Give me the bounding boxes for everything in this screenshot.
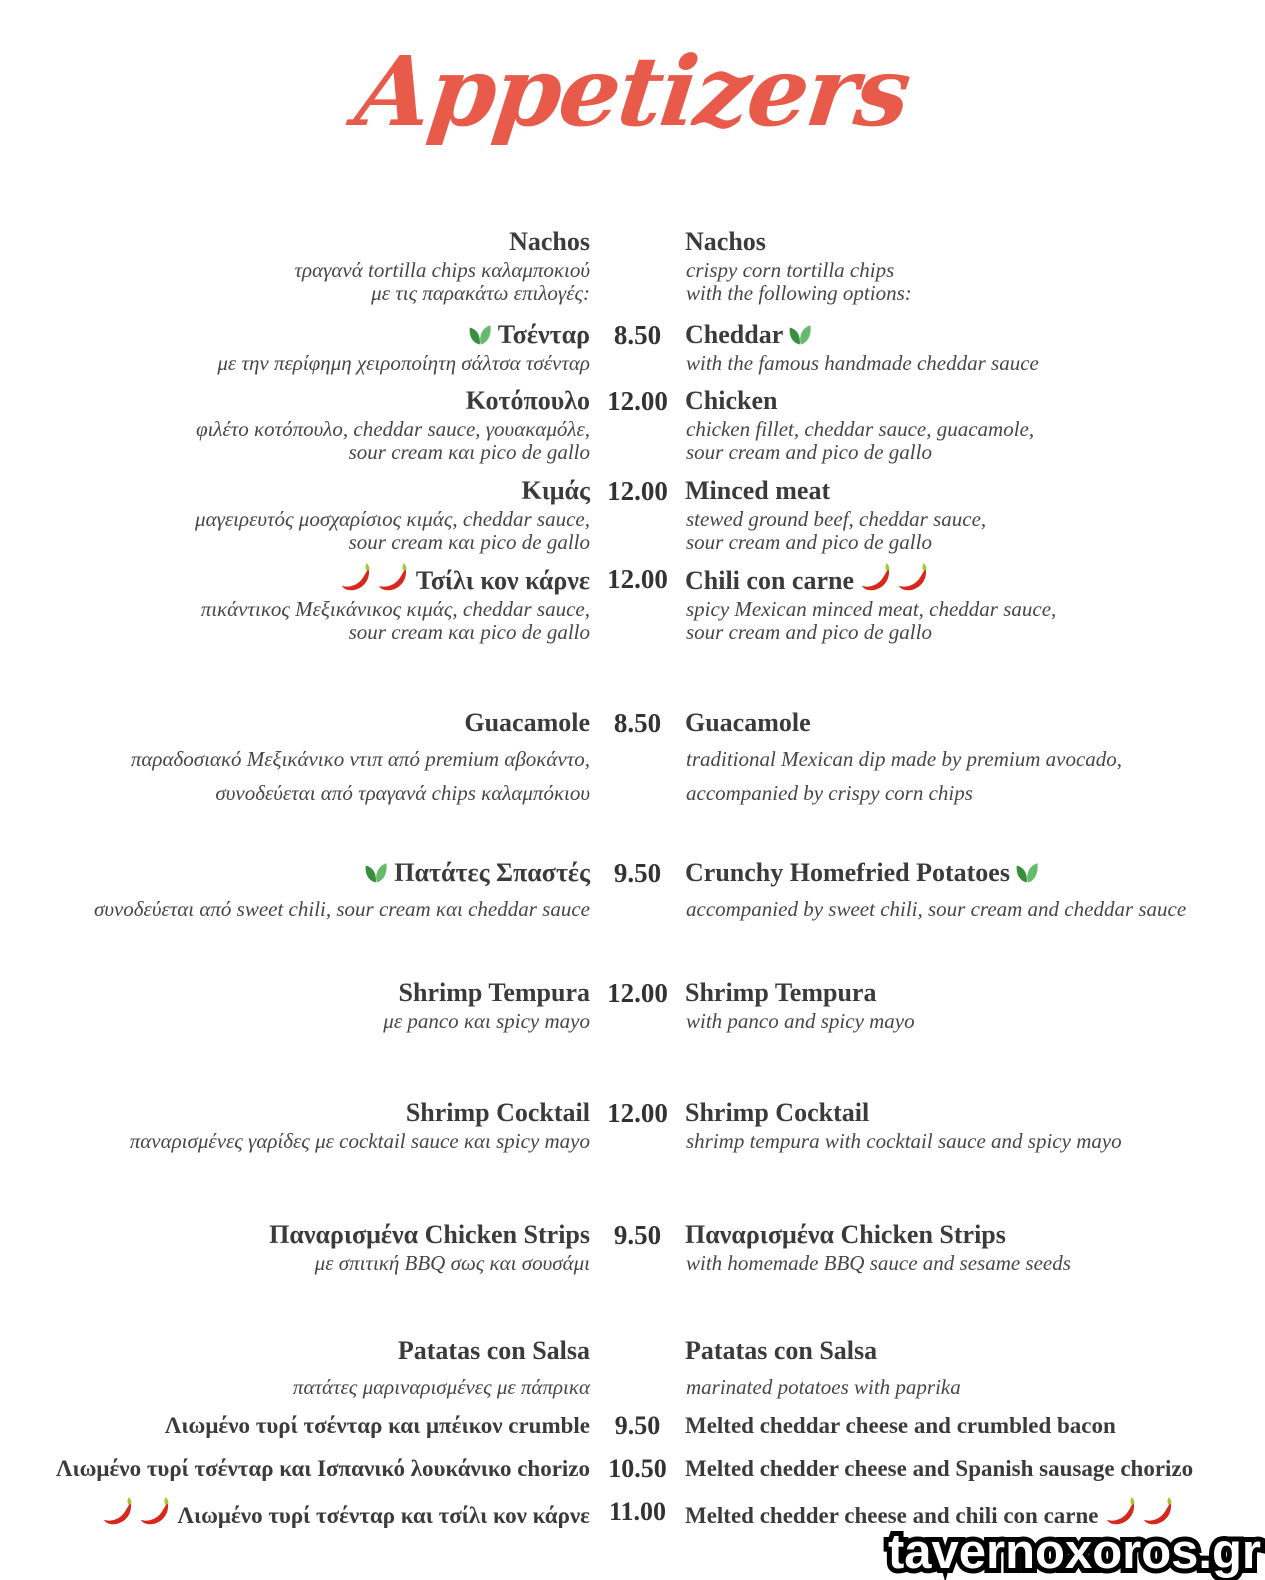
dish-desc-english: sour cream and pico de gallo bbox=[686, 530, 932, 554]
english-column-cell bbox=[685, 384, 1265, 464]
dish-name-greek: Shrimp Cocktail bbox=[405, 1098, 590, 1127]
dish-desc-greek: πικάντικος Μεξικάνικος κιμάς, cheddar sauce, bbox=[200, 597, 590, 621]
dish-name-greek: Κιμάς bbox=[521, 476, 590, 505]
english-column-cell bbox=[685, 1334, 1265, 1402]
greek-column-cell bbox=[0, 856, 590, 924]
dish-desc-greek: παραδοσιακό Μεξικάνικο ντιπ από premium αβοκάντο, bbox=[130, 747, 590, 771]
dish-price: 9.50 bbox=[614, 1411, 661, 1440]
dish-name-english: Chicken bbox=[685, 386, 778, 415]
dish-price: 12.00 bbox=[607, 564, 668, 594]
dish-price bbox=[590, 225, 685, 305]
greek-column-cell bbox=[0, 1410, 590, 1442]
english-column-cell bbox=[685, 856, 1265, 924]
greek-column-cell bbox=[0, 318, 590, 375]
dish-desc-greek: sour cream και pico de gallo bbox=[348, 440, 590, 464]
menu-row bbox=[0, 1334, 1265, 1402]
leaf-icon bbox=[787, 323, 814, 351]
greek-column-cell bbox=[0, 706, 590, 808]
dish-name-greek: Shrimp Tempura bbox=[398, 978, 590, 1007]
menu-row bbox=[0, 562, 1265, 644]
dish-price: 12.00 bbox=[607, 1098, 668, 1128]
english-column-cell bbox=[685, 562, 1265, 644]
dish-desc-english: with the famous handmade cheddar sauce bbox=[686, 351, 1039, 375]
menu-row bbox=[0, 318, 1265, 375]
dish-desc-greek: παναρισμένες γαρίδες με cocktail sauce και spicy mayo bbox=[129, 1129, 590, 1153]
dish-name-greek: Guacamole bbox=[464, 708, 590, 737]
dish-name-greek: Κοτόπουλο bbox=[465, 386, 590, 415]
menu-row bbox=[0, 706, 1265, 808]
dish-desc-english: traditional Mexican dip made by premium avocado, bbox=[686, 747, 1123, 771]
dish-price: 9.50 bbox=[613, 1220, 662, 1250]
dish-desc-english: chicken fillet, cheddar sauce, guacamole, bbox=[686, 417, 1035, 441]
greek-column-cell bbox=[0, 1096, 590, 1153]
english-column-cell bbox=[685, 1218, 1265, 1275]
dish-desc-english: with panco and spicy mayo bbox=[686, 1009, 915, 1033]
dish-desc-english: sour cream and pico de gallo bbox=[686, 620, 932, 644]
menu-row bbox=[0, 1096, 1265, 1153]
english-column-cell bbox=[685, 474, 1265, 554]
dish-desc-english: with the following options: bbox=[686, 281, 912, 305]
menu-row bbox=[0, 1410, 1265, 1442]
english-column-cell bbox=[685, 1453, 1265, 1485]
dish-price: 12.00 bbox=[607, 476, 668, 506]
dish-name-english: Nachos bbox=[685, 227, 766, 256]
menu-title: Appetizers bbox=[350, 35, 915, 148]
dish-price: 10.50 bbox=[608, 1454, 667, 1483]
english-column-cell bbox=[685, 225, 1265, 305]
dish-desc-greek: με σπιτική BBQ σως και σουσάμι bbox=[314, 1251, 590, 1275]
greek-column-cell bbox=[0, 474, 590, 554]
menu-row bbox=[0, 976, 1265, 1033]
greek-column-cell bbox=[0, 1453, 590, 1485]
leaf-icon bbox=[363, 861, 390, 889]
chili-pepper-icon bbox=[338, 562, 412, 597]
dish-price: 8.50 bbox=[613, 320, 662, 350]
dish-price: 12.00 bbox=[607, 386, 668, 416]
leaf-icon bbox=[1014, 861, 1041, 889]
greek-column-cell bbox=[0, 976, 590, 1033]
dish-desc-greek: με την περίφημη χειροποίητη σάλτσα τσένταρ bbox=[217, 351, 590, 375]
dish-name-greek: Τσίλι κον κάρνε bbox=[415, 566, 590, 595]
dish-desc-english: stewed ground beef, cheddar sauce, bbox=[686, 507, 987, 531]
dish-name-greek: Λιωμένο τυρί τσένταρ και τσίλι κον κάρνε bbox=[177, 1503, 590, 1528]
dish-name-english: Chili con carne bbox=[685, 566, 854, 595]
dish-desc-greek: με τις παρακάτω επιλογές: bbox=[371, 281, 590, 305]
english-column-cell bbox=[685, 706, 1265, 808]
dish-price: 9.50 bbox=[613, 858, 662, 888]
greek-column-cell bbox=[0, 1496, 590, 1532]
dish-desc-english: shrimp tempura with cocktail sauce and spicy mayo bbox=[686, 1129, 1122, 1153]
menu-row bbox=[0, 384, 1265, 464]
menu-row bbox=[0, 1218, 1265, 1275]
chili-pepper-icon bbox=[858, 562, 932, 597]
dish-price: 8.50 bbox=[613, 708, 662, 738]
dish-name-greek: Παναρισμένα Chicken Strips bbox=[269, 1220, 590, 1249]
english-column-cell bbox=[685, 1410, 1265, 1442]
english-column-cell bbox=[685, 318, 1265, 375]
dish-desc-greek: με panco και spicy mayo bbox=[383, 1009, 590, 1033]
dish-price: 12.00 bbox=[607, 978, 668, 1008]
dish-name-english: Guacamole bbox=[685, 708, 811, 737]
english-column-cell bbox=[685, 976, 1265, 1033]
dish-desc-english: accompanied by crispy corn chips bbox=[686, 781, 973, 805]
menu-row bbox=[0, 1453, 1265, 1485]
dish-name-greek: Λιωμένο τυρί τσένταρ και Ισπανικό λουκάνικο chorizo bbox=[56, 1456, 590, 1481]
dish-desc-greek: sour cream και pico de gallo bbox=[348, 620, 590, 644]
dish-name-english: Shrimp Tempura bbox=[685, 978, 877, 1007]
dish-desc-english: accompanied by sweet chili, sour cream and cheddar sauce bbox=[686, 897, 1187, 921]
english-column-cell bbox=[685, 1096, 1265, 1153]
dish-desc-english: marinated potatoes with paprika bbox=[686, 1375, 961, 1399]
site-watermark: tavernoxoros.gr bbox=[887, 1525, 1261, 1579]
dish-name-english: Cheddar bbox=[685, 320, 784, 349]
dish-desc-greek: τραγανά tortilla chips καλαμποκιού bbox=[294, 258, 590, 282]
dish-desc-english: spicy Mexican minced meat, cheddar sauce, bbox=[686, 597, 1057, 621]
greek-column-cell bbox=[0, 225, 590, 305]
dish-name-english: Crunchy Homefried Potatoes bbox=[685, 858, 1010, 887]
chili-pepper-icon bbox=[100, 1496, 174, 1531]
dish-desc-greek: μαγειρευτός μοσχαρίσιος κιμάς, cheddar sauce, bbox=[195, 507, 590, 531]
dish-desc-greek: πατάτες μαριναρισμένες με πάπρικα bbox=[292, 1375, 590, 1399]
menu-row bbox=[0, 225, 1265, 305]
leaf-icon bbox=[467, 323, 494, 351]
dish-desc-greek: φιλέτο κοτόπουλο, cheddar sauce, γουακαμόλε, bbox=[195, 417, 590, 441]
dish-name-greek: Τσένταρ bbox=[497, 320, 590, 349]
menu-row bbox=[0, 856, 1265, 924]
dish-name-english: Minced meat bbox=[685, 476, 831, 505]
dish-name-english: Patatas con Salsa bbox=[685, 1336, 878, 1365]
dish-name-greek: Nachos bbox=[509, 227, 590, 256]
dish-desc-greek: συνοδεύεται από τραγανά chips καλαμπόκιου bbox=[215, 781, 590, 805]
greek-column-cell bbox=[0, 384, 590, 464]
dish-desc-english: sour cream and pico de gallo bbox=[686, 440, 932, 464]
menu-row bbox=[0, 474, 1265, 554]
dish-name-greek: Patatas con Salsa bbox=[397, 1336, 590, 1365]
dish-name-greek: Λιωμένο τυρί τσένταρ και μπέικον crumble bbox=[164, 1413, 590, 1438]
dish-price bbox=[590, 1334, 685, 1402]
dish-name-english: Melted cheddar cheese and crumbled bacon bbox=[685, 1413, 1116, 1438]
greek-column-cell bbox=[0, 562, 590, 644]
dish-name-greek: Πατάτες Σπαστές bbox=[394, 858, 590, 887]
greek-column-cell bbox=[0, 1334, 590, 1402]
dish-price: 11.00 bbox=[608, 1497, 667, 1526]
dish-desc-english: crispy corn tortilla chips bbox=[686, 258, 895, 282]
dish-name-english: Melted chedder cheese and chili con carne bbox=[685, 1503, 1099, 1528]
dish-desc-english: with homemade BBQ sauce and sesame seeds bbox=[686, 1251, 1071, 1275]
dish-desc-greek: sour cream και pico de gallo bbox=[348, 530, 590, 554]
dish-desc-greek: συνοδεύεται από sweet chili, sour cream και cheddar sauce bbox=[93, 897, 590, 921]
dish-name-english: Παναρισμένα Chicken Strips bbox=[685, 1220, 1006, 1249]
dish-name-english: Shrimp Cocktail bbox=[685, 1098, 870, 1127]
dish-name-english: Melted chedder cheese and Spanish sausage chorizo bbox=[685, 1456, 1194, 1481]
greek-column-cell bbox=[0, 1218, 590, 1275]
